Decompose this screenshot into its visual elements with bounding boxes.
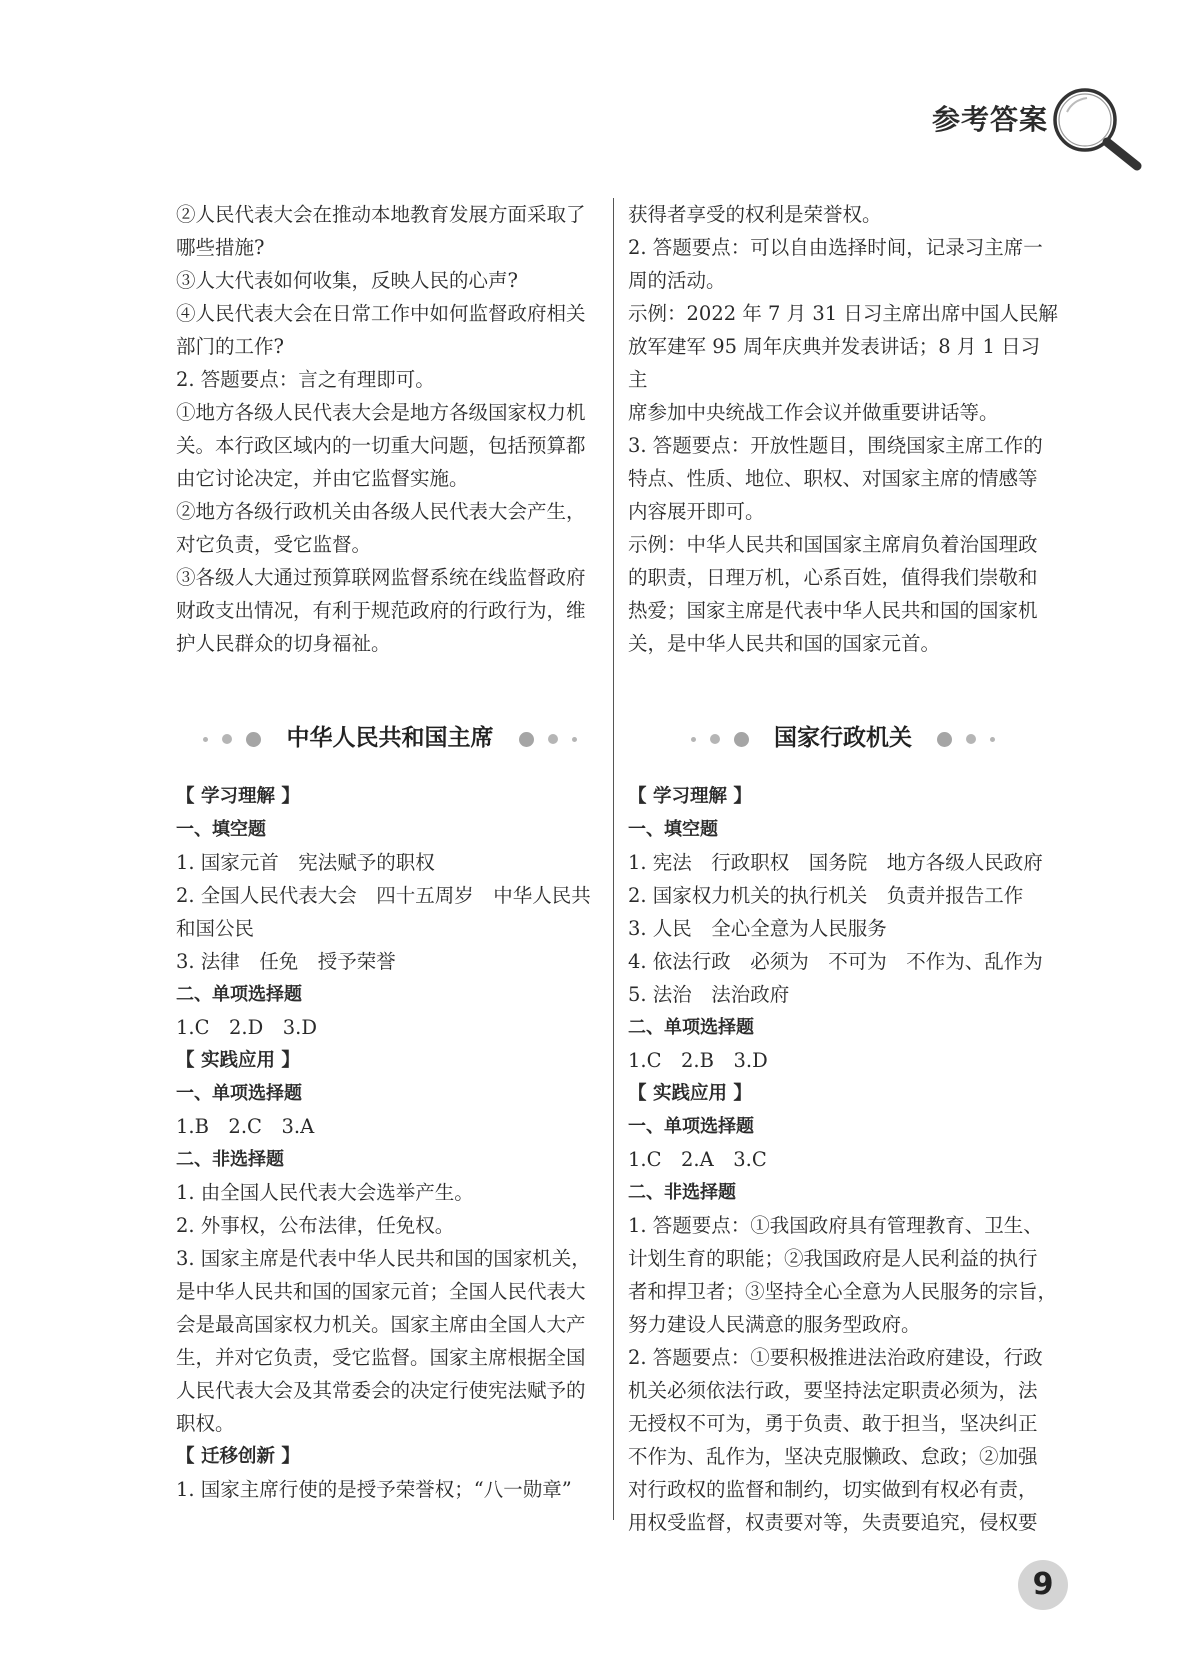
section-heading-president [176,720,604,756]
text-line: 的职责，日理万机，心系百姓，值得我们崇敬和 [628,566,1038,589]
text-line: 2. 答题要点：①要积极推进法治政府建设，行政 [628,1346,1043,1369]
text-line: 是中华人民共和国的国家元首；全国人民代表大 [176,1280,586,1303]
text-line: 会是最高国家权力机关。国家主席由全国人大产 [176,1313,586,1336]
text-line: 2. 答题要点：可以自由选择时间，记录习主席一 [628,236,1043,259]
text-line: 1. 由全国人民代表大会选举产生。 [176,1181,474,1204]
text-line: 职权。 [176,1412,235,1435]
magnifier-icon [1045,82,1145,172]
text-line: 4. 依法行政 必须为 不可为 不作为、乱作为 [628,950,1043,973]
question-type-heading: 一、单项选择题 [628,1116,754,1137]
question-type-heading: 二、非选择题 [176,1149,284,1170]
section-title: 中华人民共和国主席 [286,725,494,751]
text-line: 人民代表大会及其常委会的决定行使宪法赋予的 [176,1379,586,1402]
text-line: 对行政权的监督和制约，切实做到有权必有责， [628,1478,1038,1501]
text-line: 关，是中华人民共和国的国家元首。 [628,632,941,655]
subsection-heading: 【 实践应用 】 [176,1050,300,1071]
text-line: 2. 答题要点：言之有理即可。 [176,368,435,391]
text-line: ②地方各级行政机关由各级人民代表大会产生， [176,500,586,523]
text-line: 1.C 2.B 3.D [628,1049,768,1072]
question-type-heading: 一、填空题 [176,819,266,840]
text-line: 和国公民 [176,917,255,940]
text-line: 2. 外事权，公布法律，任免权。 [176,1214,455,1237]
text-line: 热爱；国家主席是代表中华人民共和国的国家机 [628,599,1038,622]
text-line: 1. 答题要点：①我国政府具有管理教育、卫生、 [628,1214,1043,1237]
text-line: 2. 国家权力机关的执行机关 负责并报告工作 [628,884,1024,907]
text-line: 示例：中华人民共和国国家主席肩负着治国理政 [628,533,1038,556]
text-line: 关。本行政区域内的一切重大问题，包括预算都 [176,434,586,457]
text-line: ③人大代表如何收集，反映人民的心声? [176,269,518,292]
subsection-heading: 【 实践应用 】 [628,1083,752,1104]
text-line: 护人民群众的切身福祉。 [176,632,391,655]
left-top-text [176,198,604,660]
text-line: ①地方各级人民代表大会是地方各级国家权力机 [176,401,586,424]
text-line: 财政支出情况，有利于规范政府的行政行为，维 [176,599,586,622]
question-type-heading: 二、单项选择题 [176,984,302,1005]
text-line: 部门的工作? [176,335,284,358]
text-line: 不作为、乱作为，坚决克服懒政、怠政；②加强 [628,1445,1038,1468]
text-line: 用权受监督，权责要对等，失责要追究，侵权要 [628,1511,1038,1534]
header-title: 参考答案 [931,103,1048,136]
text-line: 周的活动。 [628,269,726,292]
text-line: 3. 国家主席是代表中华人民共和国的国家机关， [176,1247,591,1270]
question-type-heading: 二、单项选择题 [628,1017,754,1038]
text-line: 放军建军 95 周年庆典并发表讲话；8 月 1 日习主 [628,335,1041,391]
text-line: 1.C 2.A 3.C [628,1148,767,1171]
question-type-heading: 一、填空题 [628,819,718,840]
text-line: 获得者享受的权利是荣誉权。 [628,203,882,226]
section-heading-administrative [628,720,1058,756]
text-line: 对它负责，受它监督。 [176,533,372,556]
right-top-text [628,198,1058,660]
text-line: 席参加中央统战工作会议并做重要讲话等。 [628,401,999,424]
text-line: ④人民代表大会在日常工作中如何监督政府相关 [176,302,586,325]
subsection-heading: 【 迁移创新 】 [176,1446,300,1467]
text-line: 由它讨论决定，并由它监督实施。 [176,467,469,490]
text-line: 特点、性质、地位、职权、对国家主席的情感等 [628,467,1038,490]
text-line: 1.B 2.C 3.A [176,1115,315,1138]
text-line: 5. 法治 法治政府 [628,983,790,1006]
text-line: 计划生育的职能；②我国政府是人民利益的执行 [628,1247,1038,1270]
right-column [628,198,1058,1539]
text-line: 生，并对它负责，受它监督。国家主席根据全国 [176,1346,586,1369]
text-line: 3. 人民 全心全意为人民服务 [628,917,887,940]
text-line: 2. 全国人民代表大会 四十五周岁 中华人民共 [176,884,591,907]
text-line: 1. 国家主席行使的是授予荣誉权；“八一勋章” [176,1478,572,1501]
right-section-text [628,780,1058,1539]
section-title: 国家行政机关 [774,725,912,751]
text-line: 1.C 2.D 3.D [176,1016,318,1039]
question-type-heading: 一、单项选择题 [176,1083,302,1104]
text-line: ②人民代表大会在推动本地教育发展方面采取了 [176,203,586,226]
text-line: 3. 答题要点：开放性题目，围绕国家主席工作的 [628,434,1043,457]
text-line: 哪些措施? [176,236,265,259]
column-divider [613,198,614,1520]
text-line: 努力建设人民满意的服务型政府。 [628,1313,921,1336]
subsection-heading: 【 学习理解 】 [628,786,752,807]
left-column [176,198,604,1506]
text-line: 3. 法律 任免 授予荣誉 [176,950,396,973]
text-line: 1. 宪法 行政职权 国务院 地方各级人民政府 [628,851,1043,874]
question-type-heading: 二、非选择题 [628,1182,736,1203]
text-line: 无授权不可为，勇于负责、敢于担当，坚决纠正 [628,1412,1038,1435]
subsection-heading: 【 学习理解 】 [176,786,300,807]
text-line: ③各级人大通过预算联网监督系统在线监督政府 [176,566,586,589]
text-line: 者和捍卫者；③坚持全心全意为人民服务的宗旨， [628,1280,1058,1303]
text-line: 内容展开即可。 [628,500,765,523]
text-line: 机关必须依法行政，要坚持法定职责必须为，法 [628,1379,1038,1402]
text-line: 1. 国家元首 宪法赋予的职权 [176,851,435,874]
left-section-text [176,780,604,1506]
page-number: 9 [1018,1560,1068,1610]
text-line: 示例：2022 年 7 月 31 日习主席出席中国人民解 [628,302,1058,325]
